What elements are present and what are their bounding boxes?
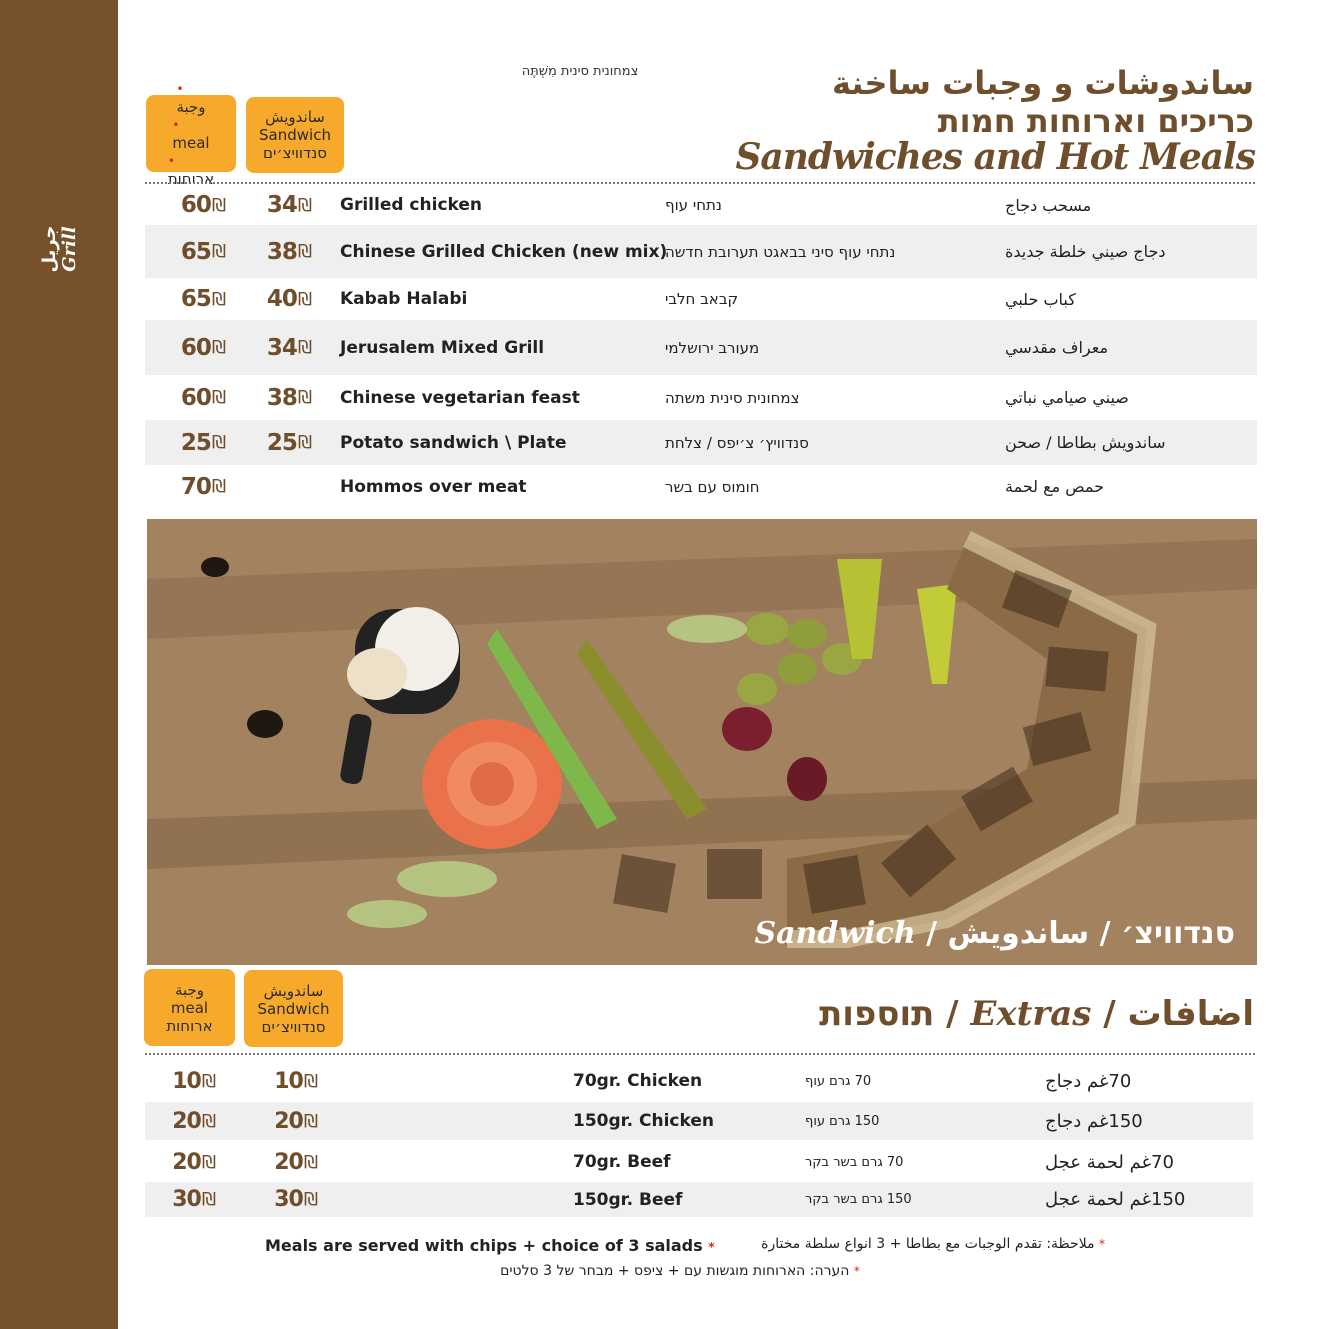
extras-sandwich-badge-ar: ساندويش (263, 981, 324, 1000)
extras-name-he: 70 גרם עוף (805, 1073, 872, 1089)
food-photo-illustration (147, 519, 1257, 965)
price-value: 20 (172, 1149, 201, 1175)
meal-price (145, 320, 225, 375)
price-value: 34 (266, 334, 297, 361)
shekel-icon: ₪ (297, 241, 311, 262)
header-note: צמחונית סינית מִשְׁתֶּה (521, 64, 639, 79)
shekel-icon: ₪ (211, 241, 225, 262)
extras-sandwich-price (225, 1062, 317, 1100)
photo-caption-ar: ساندويش (947, 916, 1090, 951)
table-row (145, 420, 1257, 465)
title-english: Sandwiches and Hot Meals (735, 136, 1255, 178)
item-name-he: חומוס עם בשר (665, 477, 760, 496)
extras-row (145, 1062, 1253, 1100)
sandwich-column-badge (246, 97, 344, 173)
price-value: 10 (172, 1068, 201, 1094)
price-value: 30 (172, 1187, 201, 1212)
sandwich-price (225, 278, 311, 320)
extras-meal-badge-he: ארוחות (166, 1016, 213, 1035)
shekel-icon: ₪ (211, 288, 225, 310)
shekel-icon: ₪ (297, 337, 311, 358)
asterisk-icon: * (1099, 1237, 1105, 1251)
meal-column-badge (146, 81, 236, 188)
shekel-icon: ₪ (297, 288, 311, 310)
item-name-en: Kabab Halabi (340, 289, 468, 309)
extras-sandwich-price (225, 1102, 317, 1140)
table-row (145, 465, 1257, 508)
item-name-he: קבאב חלבי (665, 290, 739, 308)
divider (145, 182, 1255, 184)
meal-price (145, 420, 225, 465)
meal-price (145, 225, 225, 278)
price-value: 30 (274, 1187, 303, 1212)
extras-divider (145, 1053, 1255, 1055)
item-name-en: Chinese vegetarian feast (340, 387, 580, 408)
extras-name-he: 150 גרם בשר בקר (805, 1192, 912, 1207)
extras-title-ar: اضافات (1127, 994, 1254, 1034)
item-name-en: Chinese Grilled Chicken (new mix) (340, 241, 668, 262)
price-value: 20 (172, 1108, 201, 1134)
price-value: 34 (266, 192, 297, 218)
item-name-ar: دجاج صيني خلطة جديدة (1005, 242, 1166, 261)
shekel-icon: ₪ (211, 194, 225, 216)
table-row (145, 186, 1257, 224)
price-value: 20 (274, 1108, 303, 1134)
table-row (145, 225, 1257, 278)
item-name-en: Jerusalem Mixed Grill (340, 337, 545, 358)
shekel-icon: ₪ (201, 1189, 215, 1210)
extras-row (145, 1182, 1253, 1217)
title-hebrew: כריכים וארוחות חמות (937, 102, 1254, 140)
star-icon: • (167, 153, 175, 168)
item-name-he: צמחונית סינית משתה (665, 388, 800, 407)
sidebar (0, 0, 118, 1329)
meal-price (145, 186, 225, 224)
shekel-icon: ₪ (297, 194, 311, 216)
sandwich-badge-he: סנדוויצ׳ים (263, 144, 327, 162)
meal-badge-en: meal (172, 133, 210, 152)
extras-name-en: 150gr. Beef (573, 1189, 683, 1210)
price-value: 20 (274, 1149, 303, 1175)
extras-meal-price (145, 1102, 215, 1140)
price-value: 38 (266, 384, 297, 411)
extras-meal-badge-en: meal (170, 998, 209, 1017)
sidebar-label-en: Grill (59, 226, 80, 272)
star-icon: • (172, 117, 180, 132)
price-value: 40 (266, 286, 297, 312)
photo-caption (754, 916, 1235, 951)
extras-title-he: תוספות (819, 994, 935, 1034)
extras-row (145, 1102, 1253, 1140)
item-name-ar: كباب حلبي (1005, 289, 1076, 309)
item-name-ar: مسحب دجاج (1005, 195, 1092, 215)
price-value: 60 (180, 384, 211, 411)
shekel-icon: ₪ (211, 476, 225, 497)
extras-sandwich-price (225, 1182, 317, 1217)
sandwich-price (225, 375, 311, 420)
shekel-icon: ₪ (303, 1189, 317, 1210)
meal-price (145, 465, 225, 508)
extras-name-ar: 70غم دجاج (1045, 1070, 1132, 1092)
price-value: 25 (180, 429, 211, 456)
shekel-icon: ₪ (303, 1110, 317, 1132)
extras-title-en: Extras (970, 994, 1092, 1034)
shekel-icon: ₪ (297, 387, 311, 408)
item-name-he: נתחי עוף (665, 196, 722, 214)
footer-note-ar: ملاحظة: تقدم الوجبات مع بطاطا + 3 انواع سلطة مختارة (761, 1236, 1095, 1252)
extras-meal-price (145, 1182, 215, 1217)
price-value: 60 (180, 192, 211, 218)
sidebar-label (25, 225, 95, 273)
shekel-icon: ₪ (211, 387, 225, 408)
extras-name-en: 150gr. Chicken (573, 1111, 714, 1131)
price-value: 38 (266, 238, 297, 265)
item-name-en: Grilled chicken (340, 195, 483, 215)
footer-note-he: הערה: הארוחות מוגשות עם + ציפס + מבחר של 3 סלטים (500, 1263, 850, 1279)
asterisk-icon: * (853, 1264, 860, 1278)
extras-title-sep: / (1091, 994, 1128, 1034)
shekel-icon: ₪ (201, 1070, 215, 1092)
table-row (145, 278, 1257, 320)
extras-name-en: 70gr. Chicken (573, 1071, 703, 1091)
sandwich-badge-en: Sandwich (259, 126, 331, 144)
table-row (145, 375, 1257, 420)
shekel-icon: ₪ (211, 432, 225, 453)
extras-sandwich-column-badge (244, 970, 343, 1047)
sandwich-price (225, 225, 311, 278)
footer-note-hebrew (440, 1263, 920, 1279)
item-name-ar: معراف مقدسي (1005, 338, 1109, 357)
footer-note-en: Meals are served with chips + choice of 3 salads (265, 1236, 703, 1255)
item-name-en: Hommos over meat (340, 476, 527, 497)
food-photo (147, 519, 1257, 965)
shekel-icon: ₪ (201, 1110, 215, 1132)
shekel-icon: ₪ (211, 337, 225, 358)
table-row (145, 320, 1257, 375)
extras-name-he: 70 גרם בשר בקר (805, 1154, 904, 1170)
extras-name-ar: 150غم دجاج (1045, 1110, 1143, 1132)
extras-title (819, 994, 1254, 1034)
price-value: 10 (274, 1068, 303, 1094)
item-name-he: נתחי עוף סיני בבאגט תערובת חדשה (665, 242, 896, 261)
extras-name-he: 150 גרם עוף (805, 1113, 880, 1129)
sandwich-price (225, 420, 311, 465)
asterisk-icon: * (708, 1240, 715, 1254)
item-name-he: מעורב ירושלמי (665, 338, 760, 357)
extras-meal-price (145, 1142, 215, 1182)
price-value: 25 (266, 429, 297, 456)
sandwich-price (225, 320, 311, 375)
extras-row (145, 1142, 1253, 1182)
photo-caption-he: סנדוויצ׳ (1121, 916, 1235, 951)
price-value: 60 (180, 334, 211, 361)
extras-name-ar: 70غم لحمة عجل (1045, 1151, 1174, 1173)
item-name-ar: صيني صيامي نباتي (1005, 388, 1129, 407)
shekel-icon: ₪ (303, 1070, 317, 1092)
meal-price (145, 278, 225, 320)
extras-sandwich-badge-en: Sandwich (257, 999, 330, 1018)
shekel-icon: ₪ (201, 1151, 215, 1173)
extras-meal-badge-ar: وجبة (174, 980, 205, 999)
extras-meal-price (145, 1062, 215, 1100)
meal-badge-he: ארוחות (167, 169, 215, 188)
photo-caption-sep: / (915, 916, 948, 951)
extras-name-ar: 150غم لحمة عجل (1045, 1189, 1186, 1210)
meal-badge-ar: وجبة (176, 97, 206, 116)
extras-sandwich-price (225, 1142, 317, 1182)
price-value: 70 (180, 473, 211, 500)
photo-caption-sep: / (1089, 916, 1122, 951)
item-name-ar: ساندويش بطاطا / صحن (1005, 433, 1166, 452)
sandwich-price (225, 465, 311, 508)
meal-price (145, 375, 225, 420)
item-name-en: Potato sandwich \ Plate (340, 432, 567, 453)
extras-title-sep: / (934, 994, 971, 1034)
price-value: 65 (180, 238, 211, 265)
photo-caption-en: Sandwich (754, 916, 916, 951)
extras-name-en: 70gr. Beef (573, 1152, 671, 1172)
extras-sandwich-badge-he: סנדוויצ׳ים (261, 1017, 326, 1036)
item-name-he: סנדוויץ׳ צ׳יפס / צלחת (665, 433, 809, 452)
sandwich-badge-ar: ساندويش (265, 108, 325, 126)
item-name-ar: حمص مع لحمة (1005, 477, 1105, 496)
title-arabic: ساندوشات و وجبات ساخنة (831, 64, 1254, 102)
price-value: 65 (180, 286, 211, 312)
extras-meal-column-badge (144, 969, 235, 1046)
star-icon: • (176, 81, 184, 96)
shekel-icon: ₪ (297, 432, 311, 453)
sidebar-label-ar: جريل (39, 225, 60, 273)
sandwich-price (225, 186, 311, 224)
shekel-icon: ₪ (303, 1151, 317, 1173)
